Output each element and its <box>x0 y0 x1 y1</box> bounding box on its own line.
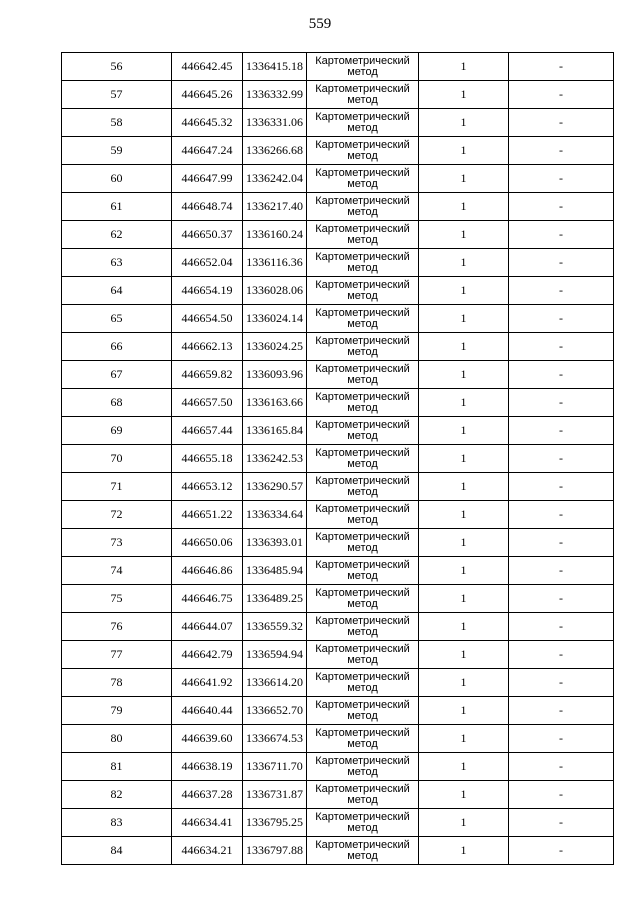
y-coordinate-cell: 1336163.66 <box>243 389 307 417</box>
point-number-cell: 74 <box>62 557 172 585</box>
table-row <box>62 557 614 585</box>
method-cell <box>307 753 419 781</box>
method-line-1: Картометрический <box>315 335 410 347</box>
method-cell <box>307 837 419 865</box>
method-line-2: метод <box>347 150 378 162</box>
note-cell: - <box>509 781 614 809</box>
method-line-2: метод <box>347 430 378 442</box>
method-cell <box>307 781 419 809</box>
method-cell <box>307 613 419 641</box>
y-coordinate-cell: 1336266.68 <box>243 137 307 165</box>
x-coordinate-cell: 446640.44 <box>172 697 243 725</box>
precision-cell: 1 <box>419 585 509 613</box>
method-line-2: метод <box>347 766 378 778</box>
point-number-cell: 67 <box>62 361 172 389</box>
point-number-cell: 59 <box>62 137 172 165</box>
precision-cell: 1 <box>419 809 509 837</box>
note-cell: - <box>509 837 614 865</box>
y-coordinate-cell: 1336795.25 <box>243 809 307 837</box>
method-line-2: метод <box>347 94 378 106</box>
method-line-1: Картометрический <box>315 55 410 67</box>
method-line-1: Картометрический <box>315 727 410 739</box>
method-line-2: метод <box>347 262 378 274</box>
precision-cell: 1 <box>419 53 509 81</box>
table-row <box>62 445 614 473</box>
table-row <box>62 305 614 333</box>
note-cell: - <box>509 613 614 641</box>
x-coordinate-cell: 446641.92 <box>172 669 243 697</box>
note-cell: - <box>509 809 614 837</box>
table-row <box>62 641 614 669</box>
method-cell <box>307 165 419 193</box>
method-cell <box>307 417 419 445</box>
method-line-2: метод <box>347 122 378 134</box>
method-line-2: метод <box>347 542 378 554</box>
y-coordinate-cell: 1336332.99 <box>243 81 307 109</box>
y-coordinate-cell: 1336242.04 <box>243 165 307 193</box>
precision-cell: 1 <box>419 557 509 585</box>
method-line-2: метод <box>347 570 378 582</box>
y-coordinate-cell: 1336711.70 <box>243 753 307 781</box>
point-number-cell: 69 <box>62 417 172 445</box>
method-line-1: Картометрический <box>315 699 410 711</box>
x-coordinate-cell: 446650.37 <box>172 221 243 249</box>
precision-cell: 1 <box>419 613 509 641</box>
method-line-2: метод <box>347 318 378 330</box>
note-cell: - <box>509 725 614 753</box>
x-coordinate-cell: 446654.50 <box>172 305 243 333</box>
method-line-1: Картометрический <box>315 139 410 151</box>
method-line-1: Картометрический <box>315 839 410 851</box>
table-row <box>62 473 614 501</box>
method-line-1: Картометрический <box>315 307 410 319</box>
method-cell <box>307 333 419 361</box>
note-cell: - <box>509 109 614 137</box>
point-number-cell: 77 <box>62 641 172 669</box>
note-cell: - <box>509 221 614 249</box>
method-cell <box>307 221 419 249</box>
note-cell: - <box>509 53 614 81</box>
precision-cell: 1 <box>419 137 509 165</box>
note-cell: - <box>509 445 614 473</box>
table-row <box>62 501 614 529</box>
y-coordinate-cell: 1336415.18 <box>243 53 307 81</box>
method-line-1: Картометрический <box>315 279 410 291</box>
table-row <box>62 669 614 697</box>
method-cell <box>307 361 419 389</box>
precision-cell: 1 <box>419 193 509 221</box>
method-line-1: Картометрический <box>315 643 410 655</box>
note-cell: - <box>509 277 614 305</box>
point-number-cell: 57 <box>62 81 172 109</box>
point-number-cell: 78 <box>62 669 172 697</box>
precision-cell: 1 <box>419 417 509 445</box>
x-coordinate-cell: 446652.04 <box>172 249 243 277</box>
method-line-1: Картометрический <box>315 251 410 263</box>
precision-cell: 1 <box>419 221 509 249</box>
method-line-2: метод <box>347 206 378 218</box>
method-cell <box>307 557 419 585</box>
x-coordinate-cell: 446634.41 <box>172 809 243 837</box>
method-line-1: Картометрический <box>315 363 410 375</box>
precision-cell: 1 <box>419 753 509 781</box>
point-number-cell: 64 <box>62 277 172 305</box>
x-coordinate-cell: 446645.26 <box>172 81 243 109</box>
method-line-1: Картометрический <box>315 755 410 767</box>
note-cell: - <box>509 669 614 697</box>
table-row <box>62 165 614 193</box>
method-cell <box>307 109 419 137</box>
y-coordinate-cell: 1336614.20 <box>243 669 307 697</box>
x-coordinate-cell: 446648.74 <box>172 193 243 221</box>
method-line-2: метод <box>347 458 378 470</box>
method-line-1: Картометрический <box>315 811 410 823</box>
point-number-cell: 66 <box>62 333 172 361</box>
y-coordinate-cell: 1336024.25 <box>243 333 307 361</box>
y-coordinate-cell: 1336242.53 <box>243 445 307 473</box>
precision-cell: 1 <box>419 501 509 529</box>
precision-cell: 1 <box>419 389 509 417</box>
precision-cell: 1 <box>419 669 509 697</box>
method-cell <box>307 725 419 753</box>
point-number-cell: 84 <box>62 837 172 865</box>
precision-cell: 1 <box>419 529 509 557</box>
coordinates-table <box>61 52 614 865</box>
precision-cell: 1 <box>419 361 509 389</box>
method-cell <box>307 585 419 613</box>
note-cell: - <box>509 305 614 333</box>
x-coordinate-cell: 446639.60 <box>172 725 243 753</box>
note-cell: - <box>509 585 614 613</box>
note-cell: - <box>509 249 614 277</box>
note-cell: - <box>509 473 614 501</box>
precision-cell: 1 <box>419 277 509 305</box>
note-cell: - <box>509 557 614 585</box>
x-coordinate-cell: 446650.06 <box>172 529 243 557</box>
method-line-2: метод <box>347 710 378 722</box>
table-row <box>62 193 614 221</box>
method-line-2: метод <box>347 598 378 610</box>
x-coordinate-cell: 446662.13 <box>172 333 243 361</box>
point-number-cell: 65 <box>62 305 172 333</box>
method-line-2: метод <box>347 402 378 414</box>
point-number-cell: 58 <box>62 109 172 137</box>
x-coordinate-cell: 446657.44 <box>172 417 243 445</box>
y-coordinate-cell: 1336160.24 <box>243 221 307 249</box>
method-line-1: Картометрический <box>315 111 410 123</box>
note-cell: - <box>509 389 614 417</box>
table-row <box>62 697 614 725</box>
x-coordinate-cell: 446654.19 <box>172 277 243 305</box>
x-coordinate-cell: 446642.79 <box>172 641 243 669</box>
note-cell: - <box>509 193 614 221</box>
x-coordinate-cell: 446659.82 <box>172 361 243 389</box>
point-number-cell: 73 <box>62 529 172 557</box>
method-line-1: Картометрический <box>315 559 410 571</box>
table-row <box>62 417 614 445</box>
y-coordinate-cell: 1336485.94 <box>243 557 307 585</box>
point-number-cell: 71 <box>62 473 172 501</box>
method-cell <box>307 137 419 165</box>
y-coordinate-cell: 1336334.64 <box>243 501 307 529</box>
note-cell: - <box>509 361 614 389</box>
x-coordinate-cell: 446637.28 <box>172 781 243 809</box>
precision-cell: 1 <box>419 697 509 725</box>
point-number-cell: 81 <box>62 753 172 781</box>
precision-cell: 1 <box>419 81 509 109</box>
table-row <box>62 249 614 277</box>
point-number-cell: 70 <box>62 445 172 473</box>
method-line-1: Картометрический <box>315 503 410 515</box>
note-cell: - <box>509 137 614 165</box>
note-cell: - <box>509 641 614 669</box>
precision-cell: 1 <box>419 109 509 137</box>
y-coordinate-cell: 1336116.36 <box>243 249 307 277</box>
table-row <box>62 277 614 305</box>
y-coordinate-cell: 1336331.06 <box>243 109 307 137</box>
note-cell: - <box>509 165 614 193</box>
point-number-cell: 75 <box>62 585 172 613</box>
precision-cell: 1 <box>419 305 509 333</box>
note-cell: - <box>509 417 614 445</box>
method-line-2: метод <box>347 514 378 526</box>
table-row <box>62 53 614 81</box>
precision-cell: 1 <box>419 333 509 361</box>
x-coordinate-cell: 446657.50 <box>172 389 243 417</box>
y-coordinate-cell: 1336652.70 <box>243 697 307 725</box>
x-coordinate-cell: 446647.24 <box>172 137 243 165</box>
x-coordinate-cell: 446651.22 <box>172 501 243 529</box>
table-row <box>62 529 614 557</box>
method-line-2: метод <box>347 346 378 358</box>
table-row <box>62 389 614 417</box>
method-line-2: метод <box>347 374 378 386</box>
method-cell <box>307 809 419 837</box>
y-coordinate-cell: 1336797.88 <box>243 837 307 865</box>
method-cell <box>307 249 419 277</box>
method-line-1: Картометрический <box>315 531 410 543</box>
method-line-2: метод <box>347 486 378 498</box>
table-row <box>62 81 614 109</box>
point-number-cell: 82 <box>62 781 172 809</box>
method-line-1: Картометрический <box>315 391 410 403</box>
x-coordinate-cell: 446638.19 <box>172 753 243 781</box>
method-cell <box>307 445 419 473</box>
y-coordinate-cell: 1336290.57 <box>243 473 307 501</box>
method-cell <box>307 473 419 501</box>
method-line-1: Картометрический <box>315 83 410 95</box>
y-coordinate-cell: 1336559.32 <box>243 613 307 641</box>
method-line-1: Картометрический <box>315 195 410 207</box>
y-coordinate-cell: 1336674.53 <box>243 725 307 753</box>
precision-cell: 1 <box>419 781 509 809</box>
precision-cell: 1 <box>419 165 509 193</box>
point-number-cell: 61 <box>62 193 172 221</box>
table-row <box>62 137 614 165</box>
point-number-cell: 63 <box>62 249 172 277</box>
y-coordinate-cell: 1336217.40 <box>243 193 307 221</box>
x-coordinate-cell: 446655.18 <box>172 445 243 473</box>
x-coordinate-cell: 446647.99 <box>172 165 243 193</box>
method-line-1: Картометрический <box>315 167 410 179</box>
method-line-2: метод <box>347 290 378 302</box>
method-line-2: метод <box>347 794 378 806</box>
precision-cell: 1 <box>419 725 509 753</box>
y-coordinate-cell: 1336093.96 <box>243 361 307 389</box>
method-cell <box>307 53 419 81</box>
y-coordinate-cell: 1336594.94 <box>243 641 307 669</box>
method-line-2: метод <box>347 682 378 694</box>
method-line-1: Картометрический <box>315 783 410 795</box>
method-line-2: метод <box>347 234 378 246</box>
precision-cell: 1 <box>419 445 509 473</box>
precision-cell: 1 <box>419 249 509 277</box>
precision-cell: 1 <box>419 641 509 669</box>
note-cell: - <box>509 529 614 557</box>
precision-cell: 1 <box>419 473 509 501</box>
note-cell: - <box>509 697 614 725</box>
y-coordinate-cell: 1336024.14 <box>243 305 307 333</box>
method-line-2: метод <box>347 66 378 78</box>
method-cell <box>307 389 419 417</box>
point-number-cell: 83 <box>62 809 172 837</box>
method-cell <box>307 193 419 221</box>
x-coordinate-cell: 446645.32 <box>172 109 243 137</box>
note-cell: - <box>509 501 614 529</box>
y-coordinate-cell: 1336165.84 <box>243 417 307 445</box>
point-number-cell: 79 <box>62 697 172 725</box>
point-number-cell: 68 <box>62 389 172 417</box>
method-line-2: метод <box>347 178 378 190</box>
point-number-cell: 80 <box>62 725 172 753</box>
table-row <box>62 361 614 389</box>
y-coordinate-cell: 1336489.25 <box>243 585 307 613</box>
x-coordinate-cell: 446646.86 <box>172 557 243 585</box>
table-row <box>62 753 614 781</box>
y-coordinate-cell: 1336393.01 <box>243 529 307 557</box>
note-cell: - <box>509 333 614 361</box>
x-coordinate-cell: 446644.07 <box>172 613 243 641</box>
method-cell <box>307 501 419 529</box>
method-cell <box>307 697 419 725</box>
point-number-cell: 62 <box>62 221 172 249</box>
point-number-cell: 76 <box>62 613 172 641</box>
note-cell: - <box>509 753 614 781</box>
x-coordinate-cell: 446646.75 <box>172 585 243 613</box>
method-line-2: метод <box>347 822 378 834</box>
method-cell <box>307 81 419 109</box>
note-cell: - <box>509 81 614 109</box>
method-cell <box>307 305 419 333</box>
table-row <box>62 613 614 641</box>
method-cell <box>307 277 419 305</box>
table-row <box>62 221 614 249</box>
method-cell <box>307 669 419 697</box>
method-line-1: Картометрический <box>315 615 410 627</box>
coordinates-table-body <box>62 53 614 865</box>
method-line-2: метод <box>347 654 378 666</box>
point-number-cell: 56 <box>62 53 172 81</box>
table-row <box>62 109 614 137</box>
table-row <box>62 585 614 613</box>
method-line-1: Картометрический <box>315 475 410 487</box>
method-line-1: Картометрический <box>315 447 410 459</box>
table-row <box>62 725 614 753</box>
x-coordinate-cell: 446653.12 <box>172 473 243 501</box>
method-line-2: метод <box>347 626 378 638</box>
page-number: 559 <box>308 16 332 32</box>
table-row <box>62 837 614 865</box>
x-coordinate-cell: 446634.21 <box>172 837 243 865</box>
method-line-1: Картометрический <box>315 419 410 431</box>
table-row <box>62 781 614 809</box>
method-line-2: метод <box>347 850 378 862</box>
method-line-1: Картометрический <box>315 671 410 683</box>
method-line-2: метод <box>347 738 378 750</box>
table-row <box>62 809 614 837</box>
table-row <box>62 333 614 361</box>
method-cell <box>307 529 419 557</box>
x-coordinate-cell: 446642.45 <box>172 53 243 81</box>
precision-cell: 1 <box>419 837 509 865</box>
point-number-cell: 72 <box>62 501 172 529</box>
y-coordinate-cell: 1336028.06 <box>243 277 307 305</box>
method-line-1: Картометрический <box>315 587 410 599</box>
method-line-1: Картометрический <box>315 223 410 235</box>
y-coordinate-cell: 1336731.87 <box>243 781 307 809</box>
method-cell <box>307 641 419 669</box>
point-number-cell: 60 <box>62 165 172 193</box>
